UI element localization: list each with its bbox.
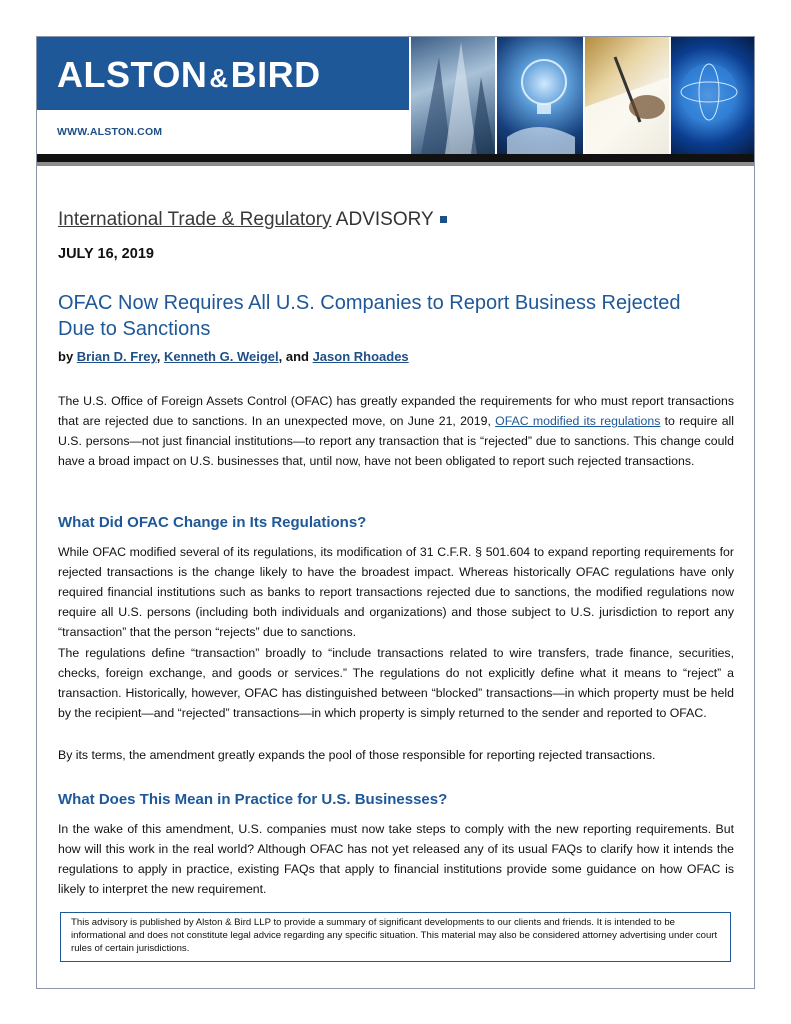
section1-paragraph-2: The regulations define “transaction” broadly to “include transactions related to wire transfers, trade finance, securities, checks, foreign exchange, and goods or services.” The regulations do not explicitly define what it means to “reject” a transaction. Historically, however, OFAC has distinguished between “blocked” transactions—in which property must be held by the recipient—and “rejected” transactions—in which property is simply returned to the sender and reported to OFAC. [58, 646, 734, 720]
square-bullet-icon [440, 216, 447, 223]
header-banner [37, 37, 754, 154]
signing-document-photo [585, 37, 669, 154]
brand-bar [37, 37, 409, 110]
section2-paragraph-1: In the wake of this amendment, U.S. companies must now take steps to comply with the new reporting requirements. But how will this work in the real world? Although OFAC has not yet released any of its usual FAQs to clarify how it intends the regulations to apply in practice, existing FAQs that apply to financial institutions provide some guidance on how OFAC is likely to interpret the new requirement. [58, 822, 734, 896]
advisory-label: ADVISORY [335, 209, 434, 230]
header-rule-black [37, 154, 754, 162]
author-link-rhoades[interactable]: Jason Rhoades [312, 349, 409, 364]
logo-text-left: ALSTON [57, 54, 208, 95]
author-link-frey[interactable]: Brian D. Frey [76, 349, 157, 364]
section1-paragraph-1: While OFAC modified several of its regulations, its modification of 31 C.F.R. § 501.604 to expand reporting requirements for rejected transactions is the change likely to have the broadest impact. Whereas historically OFAC regulations have only required financial institutions such as banks to report transactions rejected due to sanctions, the modified regulations now require all U.S. persons (including both individuals and organizations) and those subject to U.S. jurisdiction to report any “transaction” that the person “rejects” due to sanctions. [58, 545, 734, 639]
intro-paragraph [58, 391, 734, 471]
publication-date: JULY 16, 2019 [58, 246, 154, 262]
website-link[interactable]: WWW.ALSTON.COM [57, 126, 163, 138]
section-heading-changes: What Did OFAC Change in Its Regulations? [58, 514, 367, 531]
article-title: OFAC Now Requires All U.S. Companies to Report Business Rejected Due to Sanctions [58, 292, 681, 340]
advisory-heading [58, 209, 447, 231]
skyscraper-graphic [411, 37, 495, 154]
signing-graphic [585, 37, 669, 154]
city-skyscraper-photo [411, 37, 495, 154]
lightbulb-in-hand-photo [497, 37, 583, 154]
alston-bird-logo[interactable] [57, 54, 321, 96]
byline-separator: , and [278, 349, 309, 364]
byline-prefix: by [58, 349, 74, 364]
ofac-regulations-link[interactable]: OFAC modified its regulations [495, 414, 661, 428]
lightbulb-graphic [497, 37, 583, 154]
section1-paragraph-3: By its terms, the amendment greatly expands the pool of those responsible for reporting rejected transactions. [58, 748, 656, 762]
byline [58, 349, 409, 364]
author-link-weigel[interactable]: Kenneth G. Weigel [164, 349, 279, 364]
disclaimer-box: This advisory is published by Alston & Bird LLP to provide a summary of significant developments to our clients and friends. It is intended to be informational and does not constitute legal advice regarding any specific situation. This material may also be considered attorney advertising under court rules of certain jurisdictions. [60, 912, 731, 962]
globe-graphic [671, 37, 754, 154]
section-heading-practice: What Does This Mean in Practice for U.S. Businesses? [58, 791, 448, 808]
logo-text-right: BIRD [230, 54, 321, 95]
logo-ampersand: & [209, 63, 229, 93]
globe-photo [671, 37, 754, 154]
header-rule-grey [37, 162, 754, 166]
brand-panel [37, 37, 409, 154]
intro-text-end: to require all U.S. persons—not just financial institutions—to report any transaction that is “rejected” due to sanctions. This change could have a broad impact on U.S. businesses that, until now, have not been obligated to report such rejected transactions. [58, 414, 734, 468]
intro-text-start: The U.S. Office of Foreign Assets Control (OFAC) has greatly expanded the requirements for who must report transactions that are rejected due to sanctions. In an unexpected move, on June 21, 2019, [58, 394, 734, 428]
practice-name[interactable]: International Trade & Regulatory [58, 209, 332, 230]
byline-separator: , [156, 349, 161, 364]
